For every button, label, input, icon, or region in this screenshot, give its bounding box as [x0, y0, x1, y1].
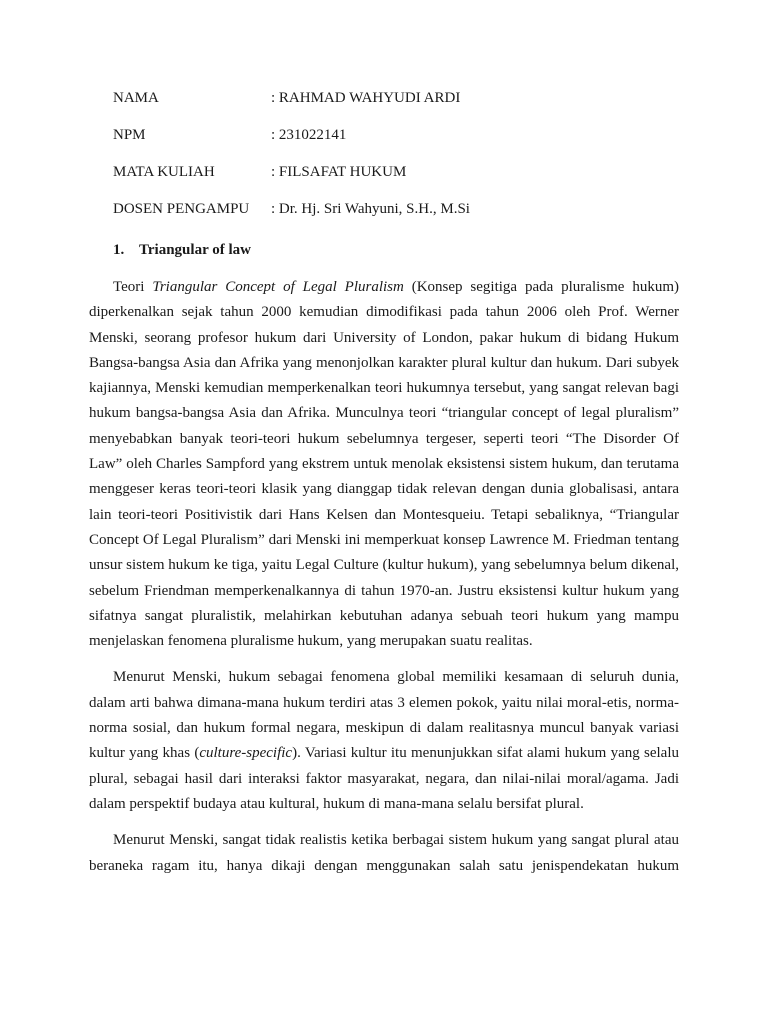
section-heading — [89, 242, 679, 275]
paragraph-3 — [89, 828, 679, 879]
info-label: NPM — [113, 127, 146, 143]
paragraph-italic-term: Triangular Concept of Legal Pluralism — [152, 279, 404, 295]
paragraph-text: ). Variasi kultur itu menunjukkan sifat alami hukum yang selalu plural, sebagai hasil dari interaksi faktor masyarakat, negara, dan nilai-nilai moral/agama. Jadi dalam perspektif budaya atau kultural, hukum di mana-mana selalu bersifat plural. — [89, 745, 679, 812]
info-row-mata-kuliah — [89, 164, 679, 201]
paragraph-text: Menurut Menski, sangat tidak realistis ketika berbagai sistem hukum yang sangat plural atau beraneka ragam itu, hanya dikaji dengan menggunakan salah satu jenispendekatan hukum — [89, 832, 679, 874]
paragraph-2 — [89, 665, 679, 817]
info-row-nama — [89, 90, 679, 127]
info-label: MATA KULIAH — [113, 164, 215, 180]
paragraph-1 — [89, 275, 679, 654]
paragraph-text: Teori — [113, 279, 153, 295]
section-number: 1. — [113, 242, 125, 258]
info-value: : 231022141 — [271, 127, 347, 143]
info-value: : FILSAFAT HUKUM — [271, 164, 407, 180]
info-row-dosen-pengampu — [89, 201, 679, 238]
section-title: Triangular of law — [139, 242, 251, 258]
info-row-npm — [89, 127, 679, 164]
info-label: NAMA — [113, 90, 159, 106]
info-label: DOSEN PENGAMPU — [113, 201, 250, 217]
info-value: : RAHMAD WAHYUDI ARDI — [271, 90, 461, 106]
paragraph-italic-term: culture-specific — [199, 745, 293, 762]
info-value: : Dr. Hj. Sri Wahyuni, S.H., M.Si — [271, 201, 470, 217]
paragraph-text: (Konsep segitiga pada pluralisme hukum) diperkenalkan sejak tahun 2000 kemudian dimodifikasi pada tahun 2006 oleh Prof. Werner Menski, seorang profesor hukum dari University of London, pakar hukum di bidang Hukum Bangsa-bangsa Asia dan Afrika yang menonjolkan karakter plural kultur dan hukum. Dari subyek kajiannya, Menski kemudian memperkenalkan teori hukumnya tersebut, yang sangat relevan bagi hukum bangsa-bangsa Asia dan Afrika. Munculnya teori “triangular concept of legal pluralism” menyebabkan banyak teori-teori hukum sebelumnya tergeser, seperti teori “The Disorder Of Law” oleh Charles Sampford yang ekstrem untuk menolak eksistensi sistem hukum, dan terutama menggeser keras teori-teori klasik yang dianggap tidak relevan dengan dunia globalisasi, antara lain teori-teori Positivistik dari Hans Kelsen dan Montesqueiu. Tetapi sebaliknya, “Triangular Concept Of Legal Pluralism” dari Menski ini memperkuat konsep Lawrence M. Friedman tentang unsur sistem hukum ke tiga, yaitu Legal Culture (kultur hukum), yang sebelumnya belum dikenal, sebelum Friendman memperkenalkannya di tahun 1970-an. Justru eksistensi kultur hukum yang sifatnya sangat pluralistik, melahirkan kebutuhan adanya sebuah teori hukum yang mampu menjelaskan fenomena pluralisme hukum, yang merupakan suatu realitas. — [89, 279, 679, 650]
paragraph-text: Menurut Menski, hukum sebagai fenomena global memiliki kesamaan di seluruh dunia, dalam arti bahwa dimana-mana hukum terdiri atas 3 elemen pokok, yaitu nilai moral-etis, norma-norma sosial, dan hukum formal negara, meskipun di dalam realitasnya muncul banyak variasi kultur yang khas ( — [89, 669, 679, 762]
